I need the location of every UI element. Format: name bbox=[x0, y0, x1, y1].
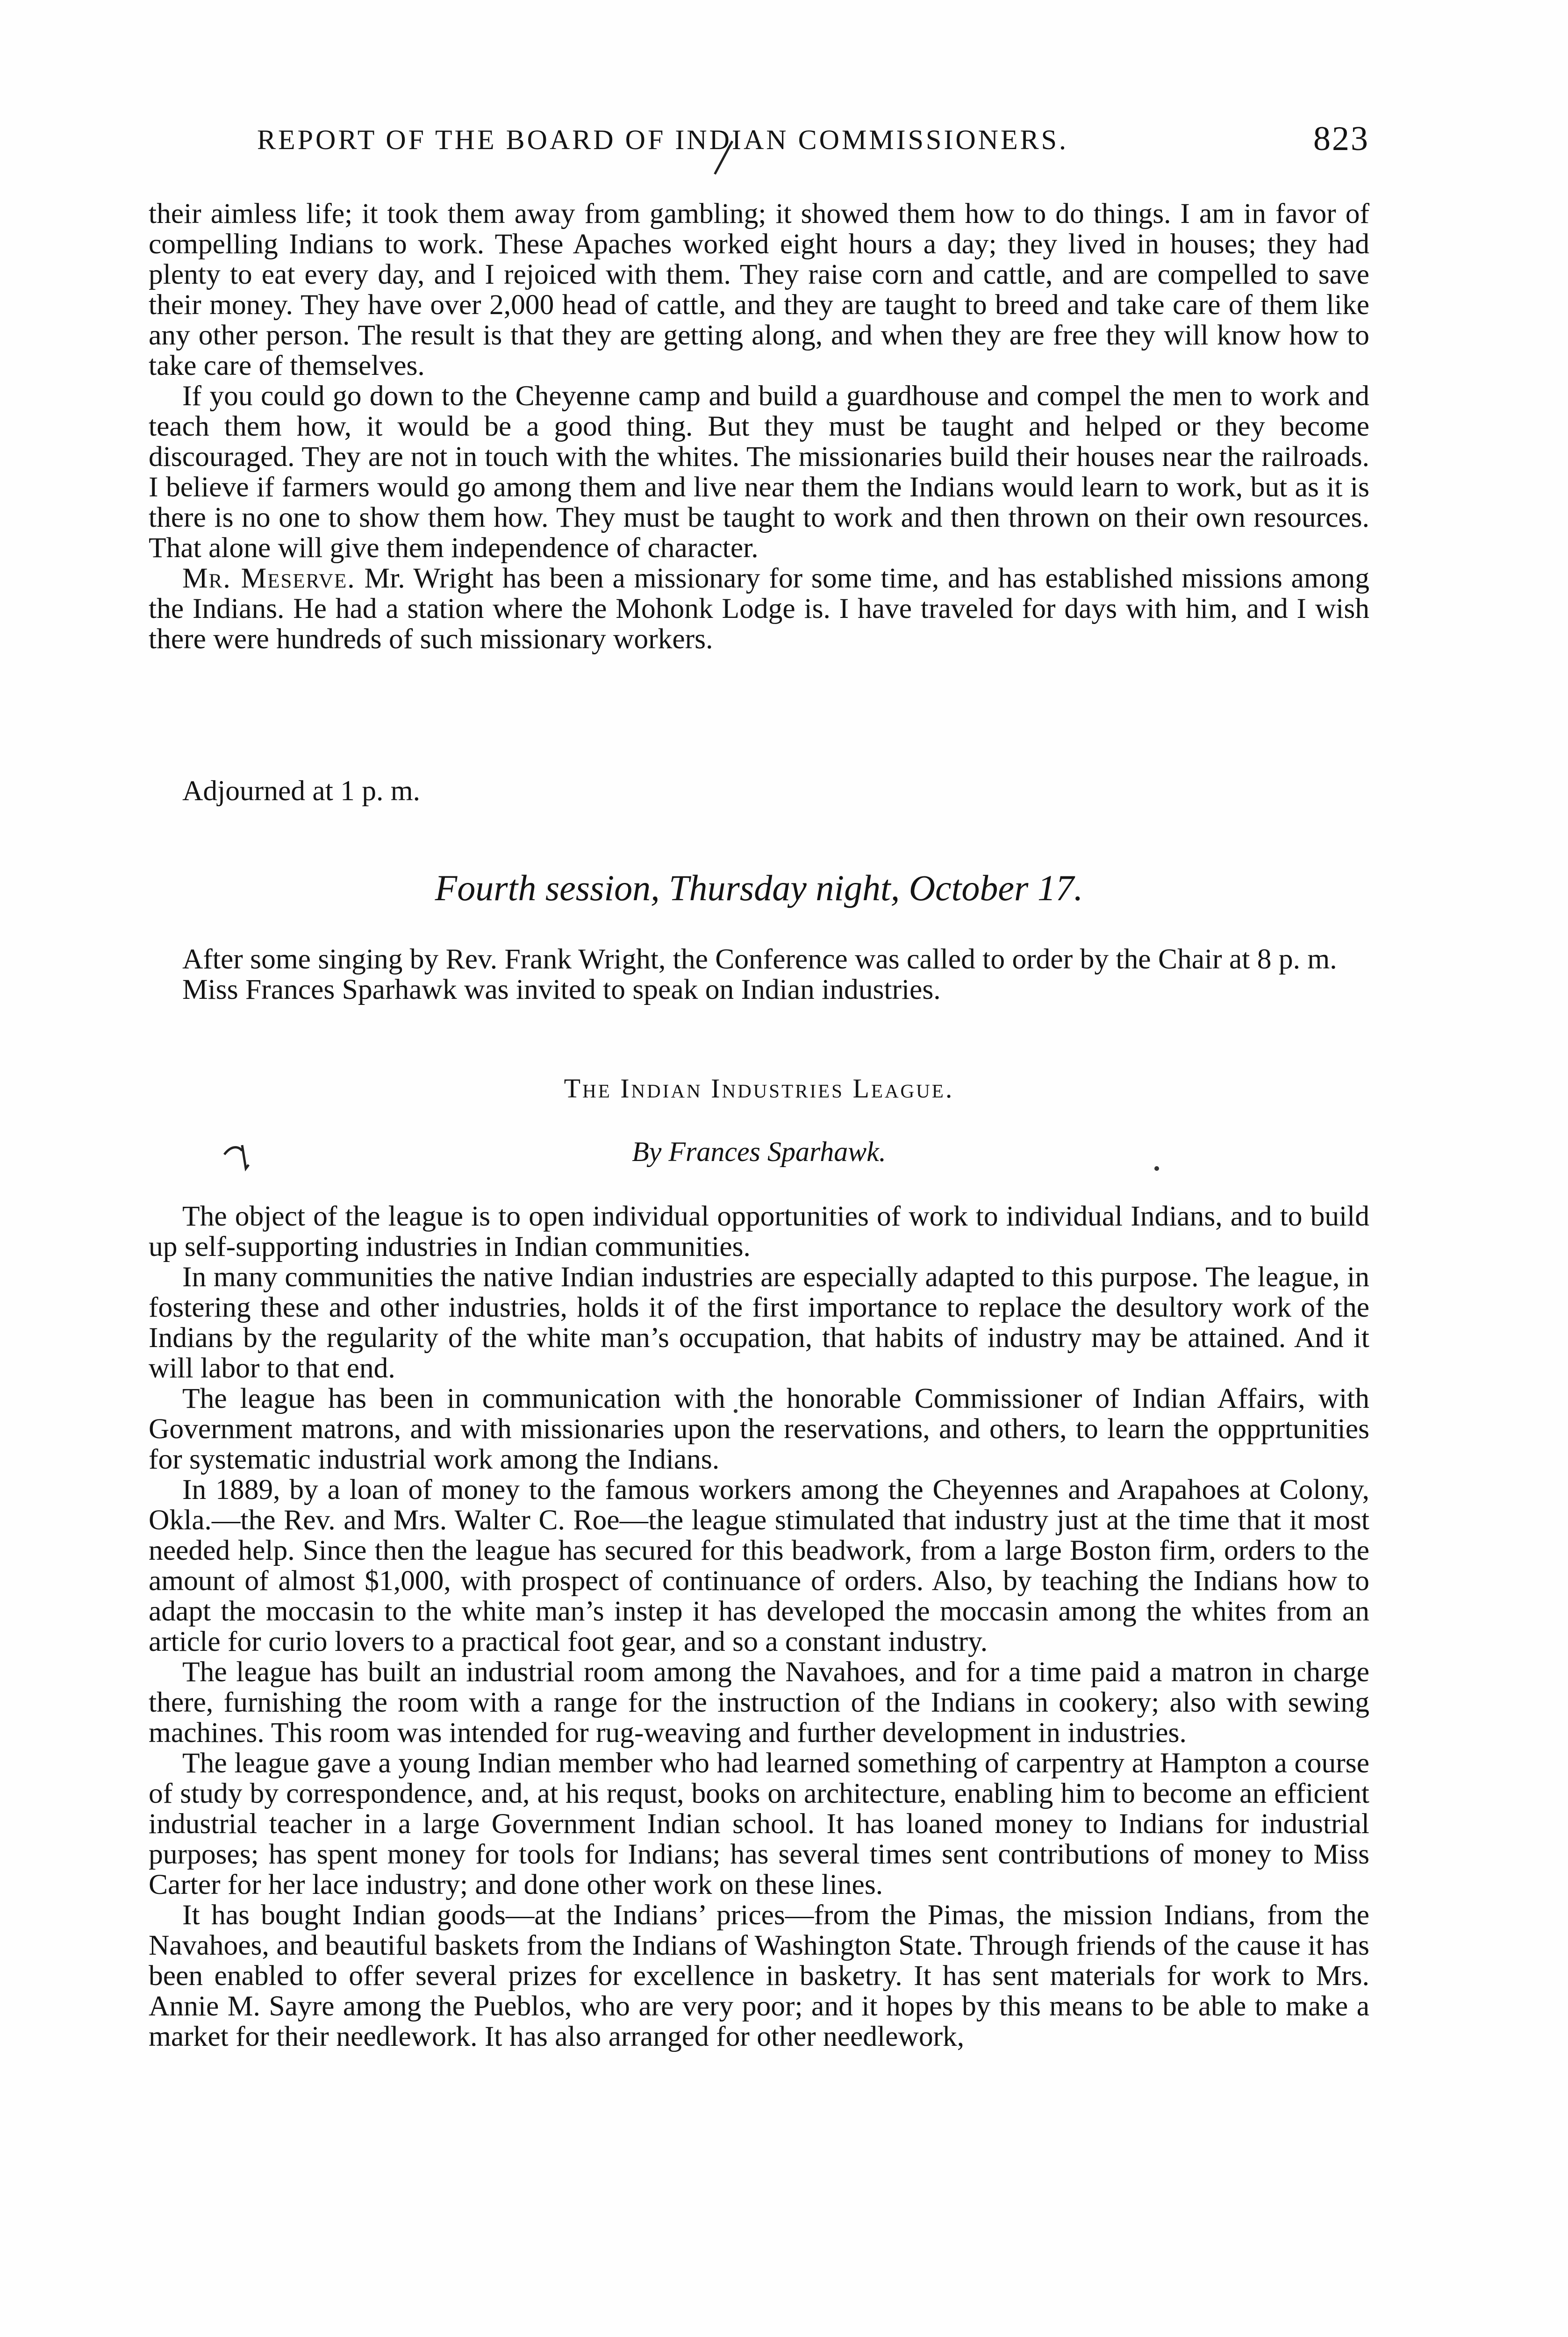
text-block-top bbox=[149, 199, 1369, 654]
paragraph: The object of the league is to open individual opportunities of work to individual Indians, and to build up self-supporting industries in Indian communities. bbox=[149, 1200, 1369, 1262]
paragraph bbox=[149, 563, 1369, 654]
paragraph: If you could go down to the Cheyenne camp and build a guardhouse and compel the men to work and teach them how, it would be a good thing. But they must be taught and helped or they become discouraged. They are not in touch with the whites. The missionaries build their houses near the railroads. I believe if farmers would go among them and live near them the Indians would learn to work, but as it is there is no one to show them how. They must be taught to work and then thrown on their own resources. That alone will give them independence of character. bbox=[149, 380, 1369, 564]
session-opening bbox=[149, 944, 1369, 1005]
speaker-text: Mr. Wright has been a missionary for some time, and has established missions among the Indians. He had a station where the Mohonk Lodge is. I have traveled for days with him, and I wish there were hundreds of such missionary workers. bbox=[149, 562, 1369, 655]
paragraph: In 1889, by a loan of money to the famous workers among the Cheyennes and Arapahoes at Colony, Okla.—the Rev. and Mrs. Walter C. Roe—the league stimulated that industry just at the time that it most needed help. Since then the league has secured for this beadwork, from a large Boston firm, orders to the amount of almost $1,000, with prospect of continuance of orders. Also, by teaching the Indians how to adapt the moccasin to the white man’s instep it has developed the moccasin among the whites from an article for curio lovers to a practical foot gear, and so a constant industry. bbox=[149, 1474, 1369, 1657]
speaker-name: Mr. Meserve. bbox=[182, 562, 356, 594]
running-title: REPORT OF THE BOARD OF INDIAN COMMISSIONERS. bbox=[257, 124, 1069, 155]
paragraph: Miss Frances Sparhawk was invited to speak on Indian industries. bbox=[182, 974, 941, 1005]
pen-mark bbox=[220, 1140, 257, 1178]
running-head bbox=[243, 119, 1369, 161]
byline: By Frances Sparhawk. bbox=[632, 1136, 886, 1167]
session-heading: Fourth session, Thursday night, October 17. bbox=[435, 867, 1083, 908]
paragraph: their aimless life; it took them away from gambling; it showed them how to do things. I am in favor of compelling Indians to work. These Apaches worked eight hours a day; they lived in houses; they had plenty to eat every day, and I rejoiced with them. They raise corn and cattle, and are compelled to save their money. They have over 2,000 head of cattle, and they are taught to breed and take care of them like any other person. The result is that they are getting along, and when they are free they will know how to take care of themselves. bbox=[149, 198, 1369, 381]
paragraph: In many communities the native Indian industries are especially adapted to this purpose. The league, in fostering these and other industries, holds it of the first importance to replace the desultory work of the Indians by the regularity of the white man’s occupation, that habits of industry may be attained. And it will labor to that end. bbox=[149, 1261, 1369, 1384]
page-number: 823 bbox=[1313, 120, 1369, 158]
paragraph: The league has built an industrial room among the Navahoes, and for a time paid a matron in charge there, furnishing the room with a range for the instruction of the Indians in cookery; also with sewing machines. This room was intended for rug-weaving and further development in industries. bbox=[149, 1656, 1369, 1749]
adjourned-line: Adjourned at 1 p. m. bbox=[182, 775, 420, 807]
paragraph: The league has been in communication with the honorable Commissioner of Indian Affairs, with Government matrons, and with missionaries upon the reservations, and others, to learn the oppprtunities for systematic industrial work among the Indians. bbox=[149, 1383, 1369, 1475]
stray-dot bbox=[1154, 1166, 1159, 1171]
paragraph: The league gave a young Indian member who had learned something of carpentry at Hampton a course of study by correspondence, and, at his requst, books on architecture, enabling him to become an efficient industrial teacher in a large Government Indian school. It has loaned money to Indians for industrial purposes; has spent money for tools for Indians; has several times sent contributions of money to Miss Carter for her lace industry; and done other work on these lines. bbox=[149, 1747, 1369, 1900]
section-title: The Indian Industries League. bbox=[564, 1073, 954, 1104]
paragraph: After some singing by Rev. Frank Wright, the Conference was called to order by the Chair at 8 p. m. bbox=[182, 943, 1337, 975]
adjourned-block bbox=[149, 776, 1369, 806]
paragraph: It has bought Indian goods—at the Indians’ prices—from the Pimas, the mission Indians, from the Navahoes, and beautiful baskets from the Indians of Washington State. Through friends of the cause it has been enabled to offer several prizes for excellence in basketry. It has sent materials for work to Mrs. Annie M. Sayre among the Pueblos, who are very poor; and it hopes by this means to be able to make a market for their needlework. It has also arranged for other needlework, bbox=[149, 1899, 1369, 2052]
article-body bbox=[149, 1201, 1369, 2052]
